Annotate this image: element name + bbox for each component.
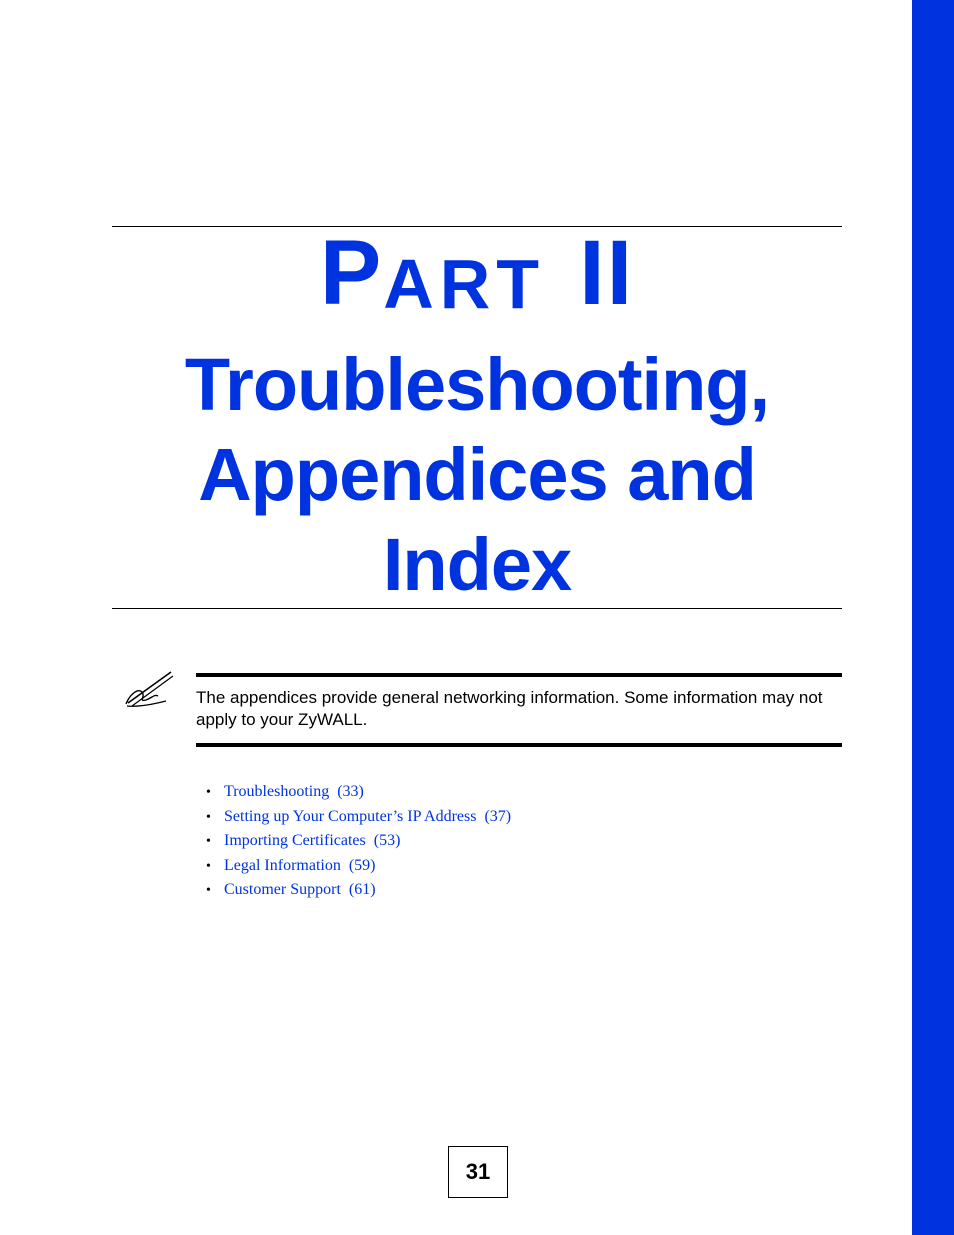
toc-page-ref[interactable]: (53)	[373, 832, 401, 849]
toc-link-support[interactable]: Customer Support	[224, 881, 341, 898]
bullet: •	[206, 809, 211, 825]
toc-link-certificates[interactable]: Importing Certificates	[224, 832, 366, 849]
title-bottom-rule	[112, 608, 842, 609]
list-item	[206, 780, 511, 805]
bullet: •	[206, 785, 211, 800]
toc-page-ref[interactable]: (37)	[484, 807, 512, 825]
bullet: •	[206, 883, 211, 898]
list-item	[206, 854, 511, 879]
subtitle-line: Index	[382, 523, 572, 606]
part-subtitle	[112, 340, 842, 610]
pen-writing-icon	[124, 670, 174, 708]
page-number: 31	[448, 1146, 508, 1198]
part-rest-letters: ART	[383, 245, 546, 323]
toc-link-troubleshooting[interactable]: Troubleshooting	[224, 783, 330, 800]
list-item	[206, 878, 511, 903]
bullet: •	[206, 858, 211, 874]
subtitle-line: Appendices and	[198, 433, 756, 516]
toc-page-ref[interactable]: (33)	[337, 783, 364, 800]
note-box	[196, 673, 842, 747]
toc-page-ref[interactable]: (61)	[348, 881, 376, 898]
toc-link-ip-address[interactable]: Setting up Your Computer’s IP Address	[224, 807, 477, 825]
part-first-letter: P	[319, 222, 384, 324]
title-top-rule	[112, 226, 842, 227]
list-item	[206, 829, 511, 854]
side-color-bar	[912, 0, 954, 1235]
note-text: The appendices provide general networking information. Some information may not apply to your ZyWALL.	[196, 688, 823, 729]
toc-page-ref[interactable]: (59)	[348, 856, 376, 874]
part-numeral: II	[579, 222, 635, 324]
toc-link-legal[interactable]: Legal Information	[224, 856, 341, 874]
subtitle-line: Troubleshooting,	[184, 343, 770, 426]
list-item	[206, 805, 511, 830]
chapter-list	[206, 780, 511, 903]
bullet: •	[206, 834, 211, 849]
